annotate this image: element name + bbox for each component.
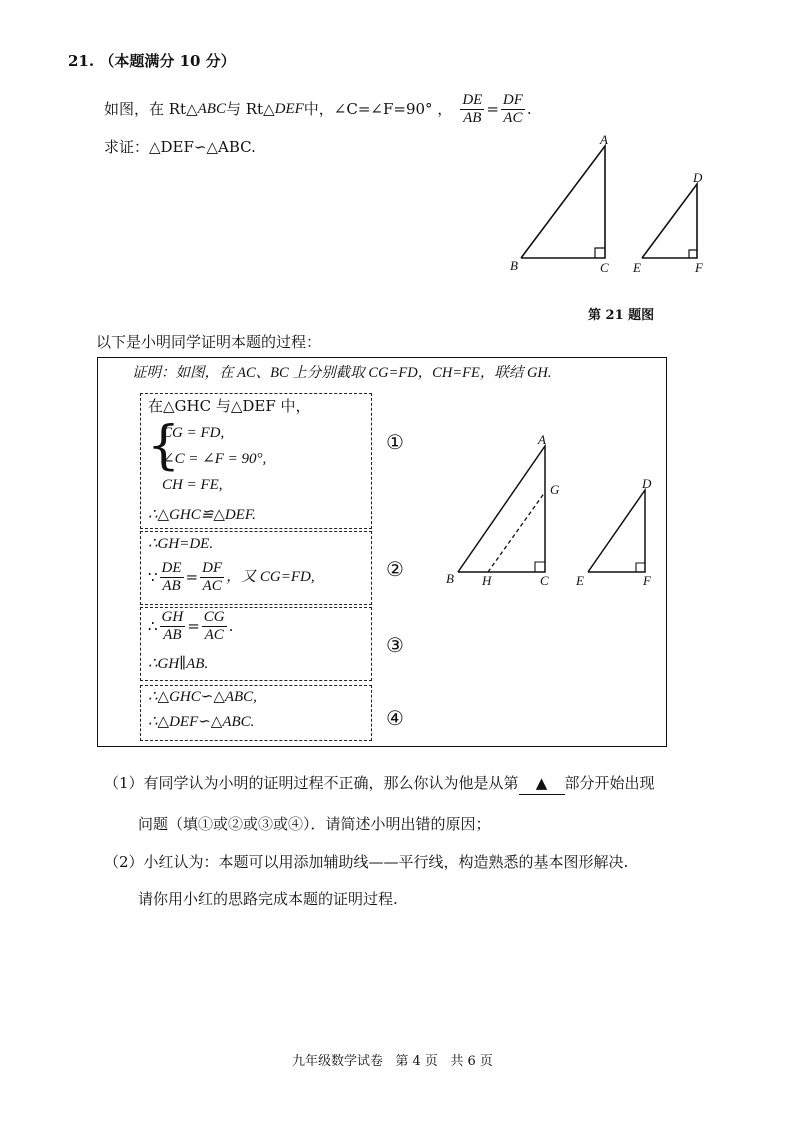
fig2-label-g: G [550, 482, 560, 497]
step-3-line-1: ∴ $\frac{GH}{AB}$ = $\frac{CG}{AC}$ . [148, 609, 234, 644]
step-2-line-2: ∵ $\frac{DE}{AB}$ = $\frac{DF}{AC}$ ，又 CG=FD, [148, 560, 315, 595]
segment-gh [488, 492, 545, 572]
triangle-abc [521, 146, 605, 258]
triangle-def [642, 184, 697, 258]
fig2-label-h: H [482, 573, 492, 588]
part-1-line-2: 问题（填①或②或③或④）．请简述小明出错的原因； [138, 815, 491, 833]
label-d: D [693, 170, 703, 185]
fig2-label-c: C [540, 573, 549, 588]
score-note: （本题满分 10 分） [99, 52, 236, 70]
step-1-brace: { [147, 416, 181, 476]
intro-text: 以下是小明同学证明本题的过程： [96, 333, 322, 351]
step-1-conclusion: ∴△GHC≌△DEF. [148, 507, 256, 523]
given-abc: ABC [197, 101, 226, 117]
step-1-cond-1: CG = FD, [162, 425, 225, 441]
given-and-rt: 与 Rt△ [225, 100, 275, 118]
given-statement: 如图，在 Rt△ ABC 与 Rt△ DEF 中，∠C=∠F=90° ， $\frac{DE}{AB}$ = $\frac{DF}{AC}$ . [104, 92, 532, 127]
step-3-fraction-2: $\frac{CG}{AC}$ [203, 609, 225, 644]
step-2-fraction-2: $\frac{DF}{AC}$ [202, 560, 223, 595]
fig2-label-b: B [446, 571, 454, 586]
answer-blank: ▲ [519, 774, 565, 795]
label-a: A [600, 132, 608, 147]
step-2-line-1: ∴GH=DE. [148, 536, 214, 552]
proof-triangle-def [588, 490, 645, 572]
step-4-line-1: ∴△GHC∽△ABC, [148, 689, 257, 705]
proof-header: 证明：如图，在 AC、BC 上分别截取 CG=FD，CH=FE，联结 GH. [132, 365, 552, 381]
figure-caption: 第 21 题图 [588, 308, 655, 323]
fig2-label-f: F [643, 573, 651, 588]
figure-21 [500, 132, 730, 282]
fig2-label-a: A [538, 432, 546, 447]
step-1-cond-3: CH = FE, [162, 477, 223, 493]
given-middle: 中，∠C=∠F=90° ， [303, 100, 453, 118]
part-1-line-1: （1）有同学认为小明的证明过程不正确，那么你认为他是从第 ▲ 部分开始出现 [104, 774, 655, 795]
part-2-line-2: 请你用小红的思路完成本题的证明过程. [138, 890, 398, 908]
label-c: C [600, 260, 609, 275]
page-footer: 九年级数学试卷 第 4 页 共 6 页 [292, 1054, 493, 1069]
question-number: 21. [68, 52, 95, 70]
question-header [68, 52, 236, 72]
fig2-label-e: E [576, 573, 584, 588]
label-e: E [633, 260, 641, 275]
part-2-line-1: （2）小红认为：本题可以用添加辅助线——平行线，构造熟悉的基本图形解决. [104, 853, 629, 871]
label-b: B [510, 258, 518, 273]
step-marker-3: ③ [386, 633, 404, 657]
label-f: F [695, 260, 703, 275]
step-3-line-2: ∴GH∥AB. [148, 656, 209, 672]
step-2-fraction-1: $\frac{DE}{AB}$ [161, 560, 182, 595]
step-3-fraction-1: $\frac{GH}{AB}$ [161, 609, 184, 644]
step-marker-4: ④ [386, 706, 404, 730]
step-4-line-2: ∴△DEF∽△ABC. [148, 714, 255, 730]
fig2-label-d: D [642, 476, 652, 491]
prove-statement: 求证：△DEF∽△ABC. [104, 138, 256, 156]
step-1-cond-2: ∠C = ∠F = 90°, [162, 451, 267, 467]
step-marker-2: ② [386, 557, 404, 581]
given-fraction-de-ab: $\frac{DE}{AB}$ [462, 92, 483, 127]
given-def: DEF [274, 101, 304, 117]
step-1-intro: 在△GHC 与△DEF 中， [148, 397, 311, 415]
proof-figure [440, 432, 660, 592]
given-fraction-df-ac: $\frac{DF}{AC}$ [502, 92, 523, 127]
step-marker-1: ① [386, 430, 404, 454]
given-prefix: 如图，在 Rt△ [104, 100, 198, 118]
